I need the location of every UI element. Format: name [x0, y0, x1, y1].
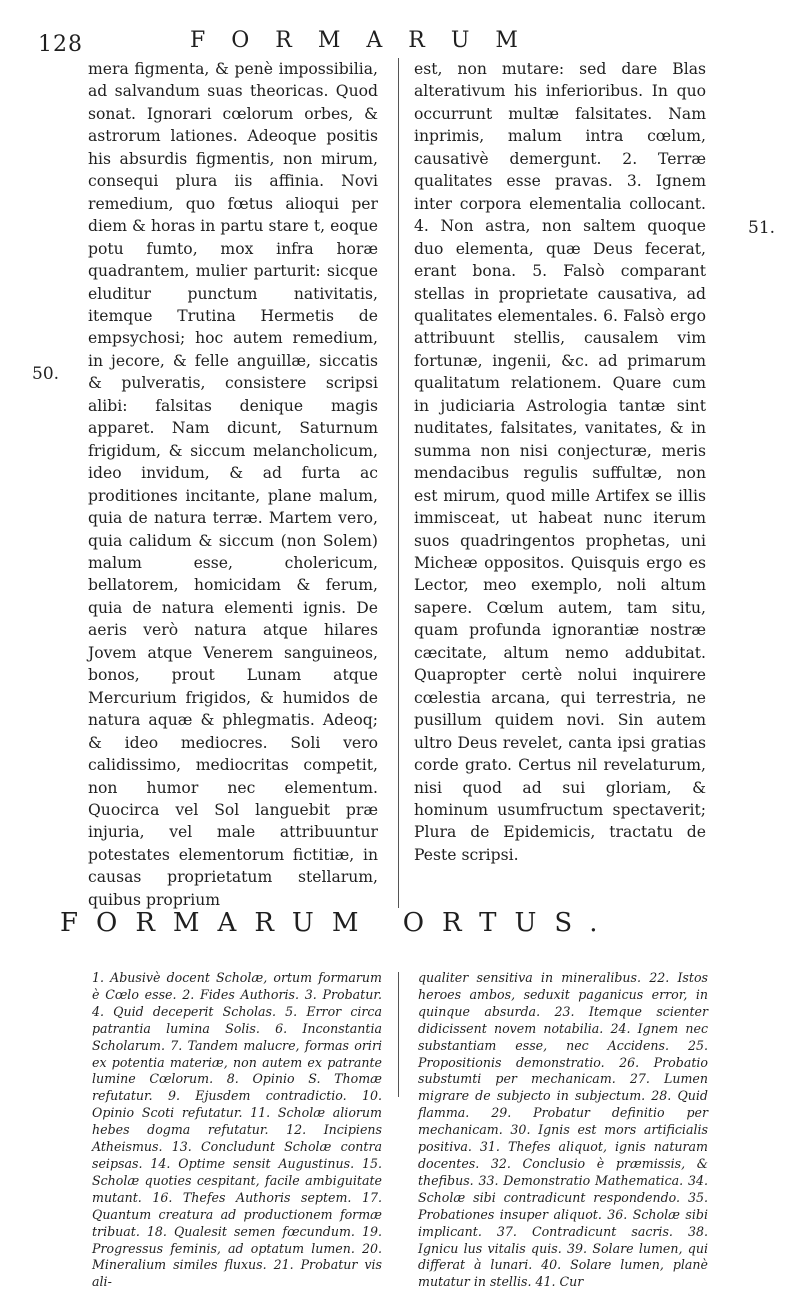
margin-number-right: 51.: [748, 218, 776, 238]
running-title: FORMARUM: [190, 28, 544, 53]
column-divider: [398, 58, 399, 908]
summary-divider: [398, 972, 399, 1097]
page-number: 128: [38, 32, 83, 57]
right-column-text: est, non mutare: sed dare Blas alterativum his inferioribus. In quo occurrunt multæ falsitates. Nam inprimis, malum intra cœlum, causativè demergunt. 2. Terræ qualitates esse pravas. 3. Ignem inter corpora elementalia collocant. 4. Non astra, non saltem quoque duo elementa, quæ Deus fecerat, erant bona. 5. Falsò comparant stellas in proprietate causativa, ad qualitates elementales. 6. Falsò ergo attribuunt stellis, causalem vim fortunæ, ingenii, &c. ad primarum qualitatum relationem. Quare cum in judiciaria Astrologia tantæ sint nuditates, falsitates, vanitates, & in summa non nisi conjecturæ, meris mendacibus regulis suffultæ, non est mirum, quod mille Artifex se illis immisceat, ut habeat nunc iterum suos quadringentos prophetas, uni Micheæ oppositos. Quisquis ergo es Lector, meo exemplo, noli altum sapere. Cœlum autem, tam situ, quam profunda ignorantiæ nostræ cæcitate, altum nemo addubitat. Quapropter certè nolui inquirere cœlestia arcana, qui terrestria, ne pusillum quidem novi. Sin autem ultro Deus revelet, canta ipsi gratias corde grato. Certus nil revelaturum, nisi quod ad sui gloriam, & hominum usumfructum spectaverit; Plura de Epidemicis, tractatu de Peste scripsi.: [414, 60, 706, 864]
summary-right-column: qualiter sensitiva in mineralibus. 22. Istos heroes ambos, seduxit paganicus error, in quinque absurda. 23. Itemque scienter didicissent novem notabilia. 24. Ignem nec substantiam esse, nec Accidens. 25. Propositionis demonstratio. 26. Probatio substumti per mechanicam. 27. Lumen migrare de subjecto in subjectum. 28. Quid flamma. 29. Probatur definitio per mechanicam. 30. Ignis est mors artificialis positiva. 31. Thefes aliquot, ignis naturam docentes. 32. Conclusio è præmissis, & thefibus. 33. Demonstratio Mathematica. 34. Scholæ sibi contradicunt respondendo. 35. Probationes insuper aliquot. 36. Scholæ sibi implicant. 37. Contradicunt sacris. 38. Ignicu lus vitalis quis. 39. Solare lumen, qui differat à lunari. 40. Solare lumen, planè mutatur in stellis. 41. Cur: [418, 970, 708, 1290]
summary-left-column: 1. Abusivè docent Scholæ, ortum formarum è Cœlo esse. 2. Fides Authoris. 3. Probatur. 4. Quid deceperit Scholas. 5. Error circa patrantia lumina Solis. 6. Inconstantia Scholarum. 7. Tandem malucre, formas oriri ex potentia materiæ, non autem ex patrante lumine Cœlorum. 8. Opinio S. Thomæ refutatur. 9. Ejusdem contradictio. 10. Opinio Scoti refutatur. 11. Scholæ aliorum hebes dogma refutatur. 12. Incipiens Atheismus. 13. Concludunt Scholæ contra seipsas. 14. Optime sensit Augustinus. 15. Scholæ quoties cespitant, facile ambiguitate mutant. 16. Thefes Authoris septem. 17. Quantum creatura ad productionem formæ tribuat. 18. Qualesit semen fœcundum. 19. Progressus feminis, ad optatum lumen. 20. Mineralium similes fluxus. 21. Probatur vis ali-: [92, 970, 382, 1290]
right-text-column: [414, 58, 706, 866]
left-text-column: [88, 58, 378, 911]
section-heading: FORMARUM ORTUS.: [60, 908, 616, 938]
left-column-text: mera figmenta, & penè impossibilia, ad salvandum suas theoricas. Quod sonat. Ignorari cœlorum orbes, & astrorum lationes. Adeoque positis his absurdis figmentis, non mirum, consequi plura iis affinia. Novi remedium, quo fœtus alioqui per diem & horas in partu stare t, eoque potu fumto, mox infra horæ quadrantem, mulier parturit: sicque eluditur punctum nativitatis, itemque Trutina Hermetis de empsychosi; hoc autem remedium, in jecore, & felle anguillæ, siccatis & pulveratis, consistere scripsi alibi: falsitas denique magis apparet. Nam dicunt, Saturnum frigidum, & siccum melancholicum, ideo invidum, & ad furta ac proditiones incitante, plane malum, quia de natura terræ. Martem vero, quia calidum & siccum (non Solem) malum esse, cholericum, bellatorem, homicidam & ferum, quia de natura elementi ignis. De aeris verò natura atque hilares Jovem atque Venerem sanguineos, bonos, prout Lunam atque Mercurium frigidos, & humidos de natura aquæ & phlegmatis. Adeoq; & ideo mediocres. Soli vero calidissimo, mediocritas competit, non humor nec elementum. Quocirca vel Sol languebit præ injuria, vel male attribuuntur potestates elementorum fictitiæ, in causas proprietatum stellarum, quibus proprium: [88, 60, 378, 909]
margin-number-left: 50.: [32, 364, 60, 384]
running-header: [0, 14, 800, 57]
